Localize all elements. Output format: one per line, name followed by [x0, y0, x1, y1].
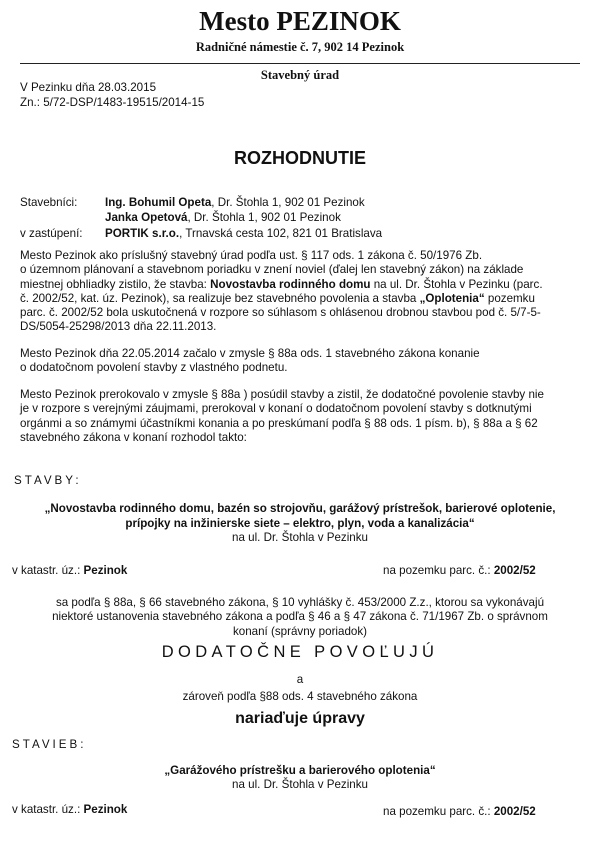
proceeding-line-2: o dodatočnom povolení stavby z vlastného podnetu. [20, 361, 288, 375]
finding-line-1: Mesto Pezinok ako príslušný stavebný úrad podľa ust. § 117 ods. 1 zákona č. 50/1976 Zb. [20, 249, 483, 262]
document-title: ROZHODNUTIE [234, 148, 366, 168]
city-address: Radničné námestie č. 7, 902 14 Pezinok [195, 40, 405, 54]
legal-basis [0, 596, 600, 639]
proceeding-line-1: Mesto Pezinok dňa 22.05.2014 začalo v zmysle § 88a ods. 1 stavebného zákona konanie [20, 347, 480, 360]
parcel-1-value: 2002/52 [493, 564, 536, 577]
legal-line-2: niektoré ustanovenia stavebného zákona a podľa § 46 a § 47 zákona č. 71/1967 Zb. o správnom [52, 610, 548, 624]
finding-line-4-a: č. 2002/52, kat. úz. Pezinok), sa realizuje bez stavebného povolenia a stavba [20, 291, 420, 305]
building-title-line-1: „Novostavba rodinného domu, bazén so strojovňu, garážový prístrešok, barierové oplotenie, [44, 502, 556, 515]
office-name: Stavebný úrad [260, 68, 340, 82]
order-heading: nariaďuje úpravy [235, 710, 365, 727]
section-label-stavby: STAVBY: [14, 474, 82, 487]
review-line-3: orgánmi a so známymi účastníkmi konania a po preskúmaní podľa § 88 ods. 1 písm. b), § 88a a § 62 [20, 416, 538, 430]
representative-address: , Trnavská cesta 102, 821 01 Bratislava [179, 227, 383, 240]
finding-line-4-c: pozemku [484, 291, 535, 305]
representative [105, 227, 382, 240]
finding-line-3-a: miestnej obhliadky zistilo, že stavba: [20, 277, 211, 291]
building-title-line-2: prípojky na inžinierske siete – elektro, plyn, voda a kanalizácia“ [125, 517, 475, 530]
permit-heading: DODATOČNE POVOĽUJÚ [161, 643, 439, 661]
building-2-title: „Garážového prístrešku a barierového oplotenia“ [164, 764, 436, 777]
builders-label: Stavebníci: [20, 196, 78, 209]
representative-label: v zastúpení: [20, 227, 83, 240]
cadastre-2-value: Pezinok [83, 803, 128, 816]
conjunction-and: a [296, 673, 304, 686]
builder-2 [105, 211, 341, 224]
parcel-1 [383, 564, 536, 577]
builder-2-address: , Dr. Štohla 1, 902 01 Pezinok [187, 211, 341, 224]
builder-1 [105, 196, 365, 209]
cadastre-1-label: v katastr. úz.: [12, 564, 84, 577]
parcel-2-label: na pozemku parc. č.: [383, 805, 494, 818]
finding-line-2: o územnom plánovaní a stavebnom poriadku v znení noviel (ďalej len stavebný zákon) na základe [20, 263, 524, 277]
review-line-2: je v rozpore s verejnými záujmami, prerokoval v konaní o dodatočnom povolení stavby s dotknutými [20, 402, 532, 416]
review-line-4: stavebného zákona v konaní rozhodol takto: [20, 430, 247, 444]
builder-2-name: Janka Opetová [105, 211, 188, 224]
finding-building-name: Novostavba rodinného domu [210, 277, 371, 291]
review-paragraph [20, 388, 580, 445]
legal-line-1: sa podľa § 88a, § 66 stavebného zákona, § 10 vyhlášky č. 453/2000 Z.z., ktorou sa vykonávajú [55, 596, 545, 609]
reference-number: Zn.: 5/72-DSP/1483-19515/2014-15 [20, 96, 205, 109]
parcel-2 [383, 805, 536, 818]
builder-1-name: Ing. Bohumil Opeta [105, 196, 212, 209]
section-label-stavieb: STAVIEB: [12, 738, 87, 751]
header-divider [20, 63, 580, 64]
cadastre-1 [12, 564, 127, 577]
review-line-1: Mesto Pezinok prerokovalo v zmysle § 88a ) posúdil stavby a zistil, že dodatočné povolenie stavby nie [20, 388, 544, 401]
parcel-2-value: 2002/52 [493, 805, 536, 818]
building-2-street: na ul. Dr. Štohla v Pezinku [232, 778, 368, 791]
representative-name: PORTIK s.r.o. [105, 227, 180, 240]
finding-line-6: DS/5054-25298/2013 dňa 22.11.2013. [20, 320, 217, 334]
cadastre-2-label: v katastr. úz.: [12, 803, 84, 816]
parcel-1-label: na pozemku parc. č.: [383, 564, 494, 577]
cadastre-1-value: Pezinok [83, 564, 128, 577]
date-line: V Pezinku dňa 28.03.2015 [20, 81, 157, 94]
also-clause: zároveň podľa §88 ods. 4 stavebného zákona [182, 690, 418, 703]
city-title: Mesto PEZINOK [199, 6, 401, 36]
finding-fence-name: „Oplotenia“ [419, 291, 485, 305]
finding-line-4 [20, 292, 580, 306]
finding-paragraph [20, 249, 580, 335]
cadastre-2 [12, 803, 127, 816]
building-street: na ul. Dr. Štohla v Pezinku [232, 531, 368, 544]
finding-line-3 [20, 278, 580, 292]
proceeding-paragraph [20, 347, 580, 376]
finding-line-5: parc. č. 2002/52 bola uskutočnená v rozpore so súhlasom s ohlásenou drobnou stavbou pod č. 5/7-5- [20, 306, 541, 320]
legal-line-3: konaní (správny poriadok) [232, 624, 368, 638]
builder-1-address: , Dr. Štohla 1, 902 01 Pezinok [211, 196, 365, 209]
finding-line-3-c: na ul. Dr. Štohla v Pezinku (parc. [370, 277, 543, 291]
